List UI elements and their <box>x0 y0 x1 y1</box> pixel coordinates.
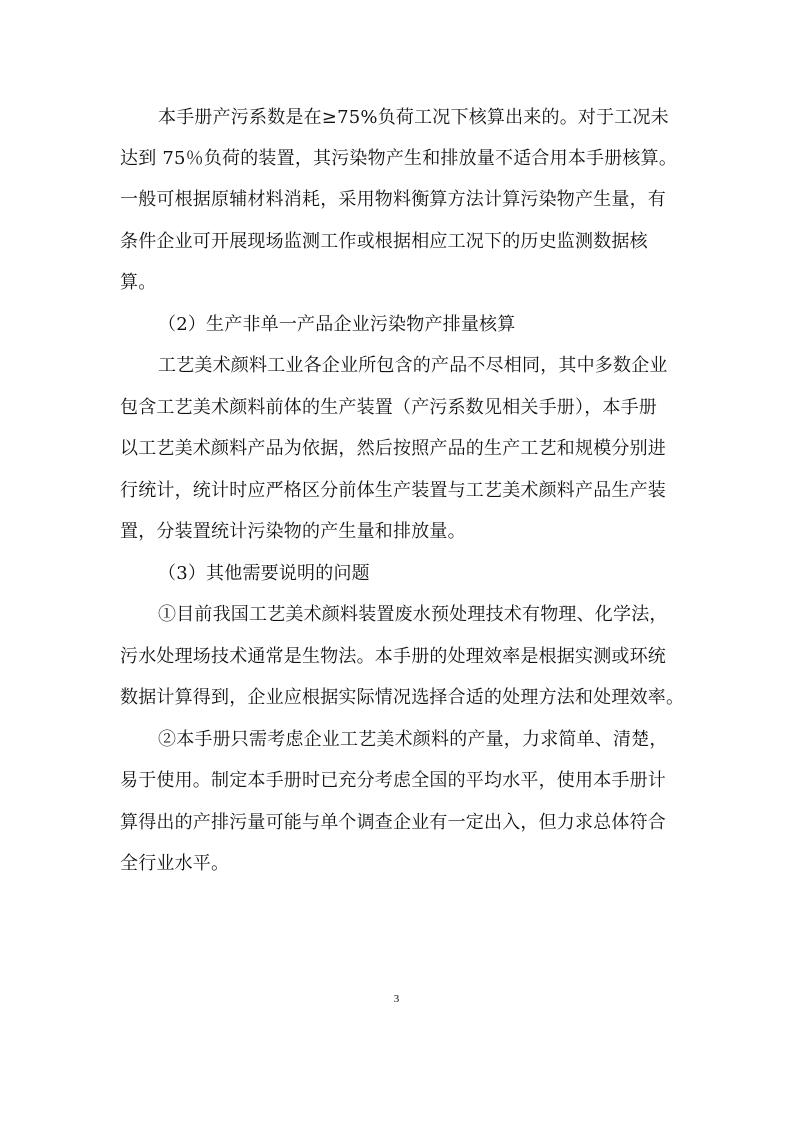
paragraph-2-line-5: 置，分装置统计污染物的产生量和排放量。 <box>120 521 466 542</box>
paragraph-1-line-2: 达到 75％负荷的装置，其污染物产生和排放量不适合用本手册核算。 <box>120 148 678 169</box>
paragraph-1-line-4: 条件企业可开展现场监测工作或根据相应工况下的历史监测数据核 <box>120 231 648 252</box>
paragraph-2-line-1: 工艺美术颜料工业各企业所包含的产品不尽相同，其中多数企业 <box>158 355 668 376</box>
paragraph-1-line-3: 一般可根据原辅材料消耗，采用物料衡算方法计算污染物产生量，有 <box>120 189 666 210</box>
section-heading-3: （3）其他需要说明的问题 <box>158 563 370 584</box>
paragraph-4-line-1: ②本手册只需考虑企业工艺美术颜料的产量，力求简单、清楚， <box>158 729 668 750</box>
paragraph-3-line-1: ①目前我国工艺美术颜料装置废水预处理技术有物理、化学法， <box>158 604 668 625</box>
paragraph-4-line-3: 算得出的产排污量可能与单个调查企业有一定出入，但力求总体符合 <box>120 812 666 833</box>
paragraph-4-line-2: 易于使用。制定本手册时已充分考虑全国的平均水平，使用本手册计 <box>120 770 666 791</box>
paragraph-2-line-2: 包含工艺美术颜料前体的生产装置（产污系数见相关手册），本手册 <box>120 397 657 418</box>
paragraph-1-line-5: 算。 <box>120 272 157 293</box>
paragraph-2-line-3: 以工艺美术颜料产品为依据，然后按照产品的生产工艺和规模分别进 <box>120 438 666 459</box>
section-heading-2: （2）生产非单一产品企业污染物产排量核算 <box>158 314 516 335</box>
paragraph-3-line-2: 污水处理场技术通常是生物法。本手册的处理效率是根据实测或环统 <box>120 646 666 667</box>
paragraph-4-line-4: 全行业水平。 <box>120 853 230 874</box>
paragraph-2-line-4: 行统计，统计时应严格区分前体生产装置与工艺美术颜料产品生产装 <box>120 480 666 501</box>
paragraph-1-line-1: 本手册产污系数是在≥75%负荷工况下核算出来的。对于工况未 <box>158 107 669 128</box>
page-number: 3 <box>393 993 400 1005</box>
paragraph-3-line-3: 数据计算得到，企业应根据实际情况选择合适的处理方法和处理效率。 <box>120 687 685 708</box>
